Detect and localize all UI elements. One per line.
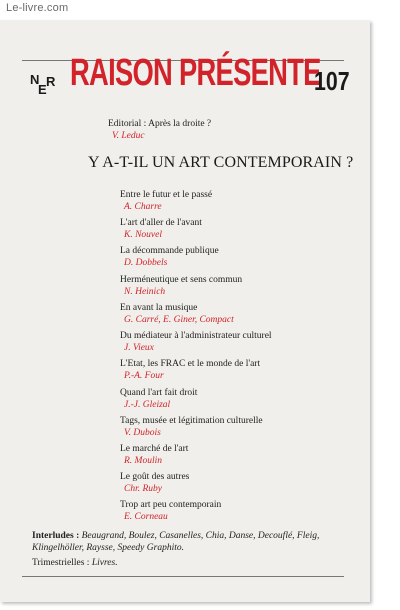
toc-title: L'Etat, les FRAC et le monde de l'art xyxy=(120,359,261,369)
toc-entry xyxy=(120,190,350,213)
toc-title: La décommande publique xyxy=(120,246,219,256)
magazine-title: RAISON PRÉSENTE xyxy=(70,52,321,94)
toc-title: Herméneutique et sens commun xyxy=(120,275,243,285)
toc-title: Trop art peu contemporain xyxy=(120,500,222,510)
trimestrielles-names: Livres. xyxy=(91,558,118,568)
trimestrielles xyxy=(32,558,118,568)
toc-entry xyxy=(120,444,350,467)
toc-author: R. Moulin xyxy=(124,455,162,466)
editorial-author: V. Leduc xyxy=(112,131,145,141)
toc-entry xyxy=(120,331,350,354)
toc-author: D. Dobbels xyxy=(124,257,168,268)
watermark: Le-livre.com xyxy=(6,2,69,14)
svg-text:R: R xyxy=(46,74,56,89)
toc-author: J.-J. Gleizal xyxy=(124,399,171,410)
toc-entry xyxy=(120,246,350,269)
toc-entry xyxy=(120,472,350,495)
ner-logo-icon xyxy=(28,64,74,98)
toc-entry xyxy=(120,500,350,523)
svg-text:N: N xyxy=(30,72,40,87)
toc-entry xyxy=(120,388,350,411)
toc-entry xyxy=(120,416,350,439)
interludes-label: Interludes : xyxy=(32,531,80,541)
masthead xyxy=(28,50,358,100)
trimestrielles-label: Trimestrielles : xyxy=(32,558,90,568)
headline: Y A-T-IL UN ART CONTEMPORAIN ? xyxy=(88,154,354,171)
bottom-rule xyxy=(22,576,344,577)
interludes xyxy=(32,530,352,554)
toc-entry xyxy=(120,359,350,382)
toc-author: K. Nouvel xyxy=(124,229,162,240)
toc-entry xyxy=(120,275,350,298)
toc-entry xyxy=(120,218,350,241)
toc-title: Entre le futur et le passé xyxy=(120,190,213,200)
toc-author: G. Carré, E. Giner, Compact xyxy=(124,314,234,325)
interludes-names: Beaugrand, Boulez, Casanelles, Chia, Danse, Decouflé, Fleig, Klingelhöller, Raysse, Speedy Graphito. xyxy=(32,531,320,553)
toc-author: J. Vieux xyxy=(124,342,154,353)
toc-author: Chr. Ruby xyxy=(124,483,162,494)
toc-author: V. Dubois xyxy=(124,427,161,438)
toc-title: L'art d'aller de l'avant xyxy=(120,218,202,228)
svg-text:E: E xyxy=(38,82,47,97)
toc-title: Le marché de l'art xyxy=(120,444,189,454)
toc-entry xyxy=(120,303,350,326)
toc-title: En avant la musique xyxy=(120,303,198,313)
toc-author: N. Heinich xyxy=(124,286,166,297)
toc-title: Tags, musée et légitimation culturelle xyxy=(120,416,263,426)
toc-author: A. Charre xyxy=(124,201,162,212)
toc-title: Du médiateur à l'administrateur culturel xyxy=(120,331,272,341)
toc-author: P.-A. Four xyxy=(124,370,164,381)
book-cover xyxy=(0,20,370,602)
toc-author: E. Corneau xyxy=(124,511,168,522)
editorial xyxy=(108,118,211,142)
toc-title: Le goût des autres xyxy=(120,472,190,482)
issue-number: 107 xyxy=(314,66,350,96)
editorial-label: Editorial : Après la droite ? xyxy=(108,119,212,129)
toc-title: Quand l'art fait droit xyxy=(120,388,198,398)
